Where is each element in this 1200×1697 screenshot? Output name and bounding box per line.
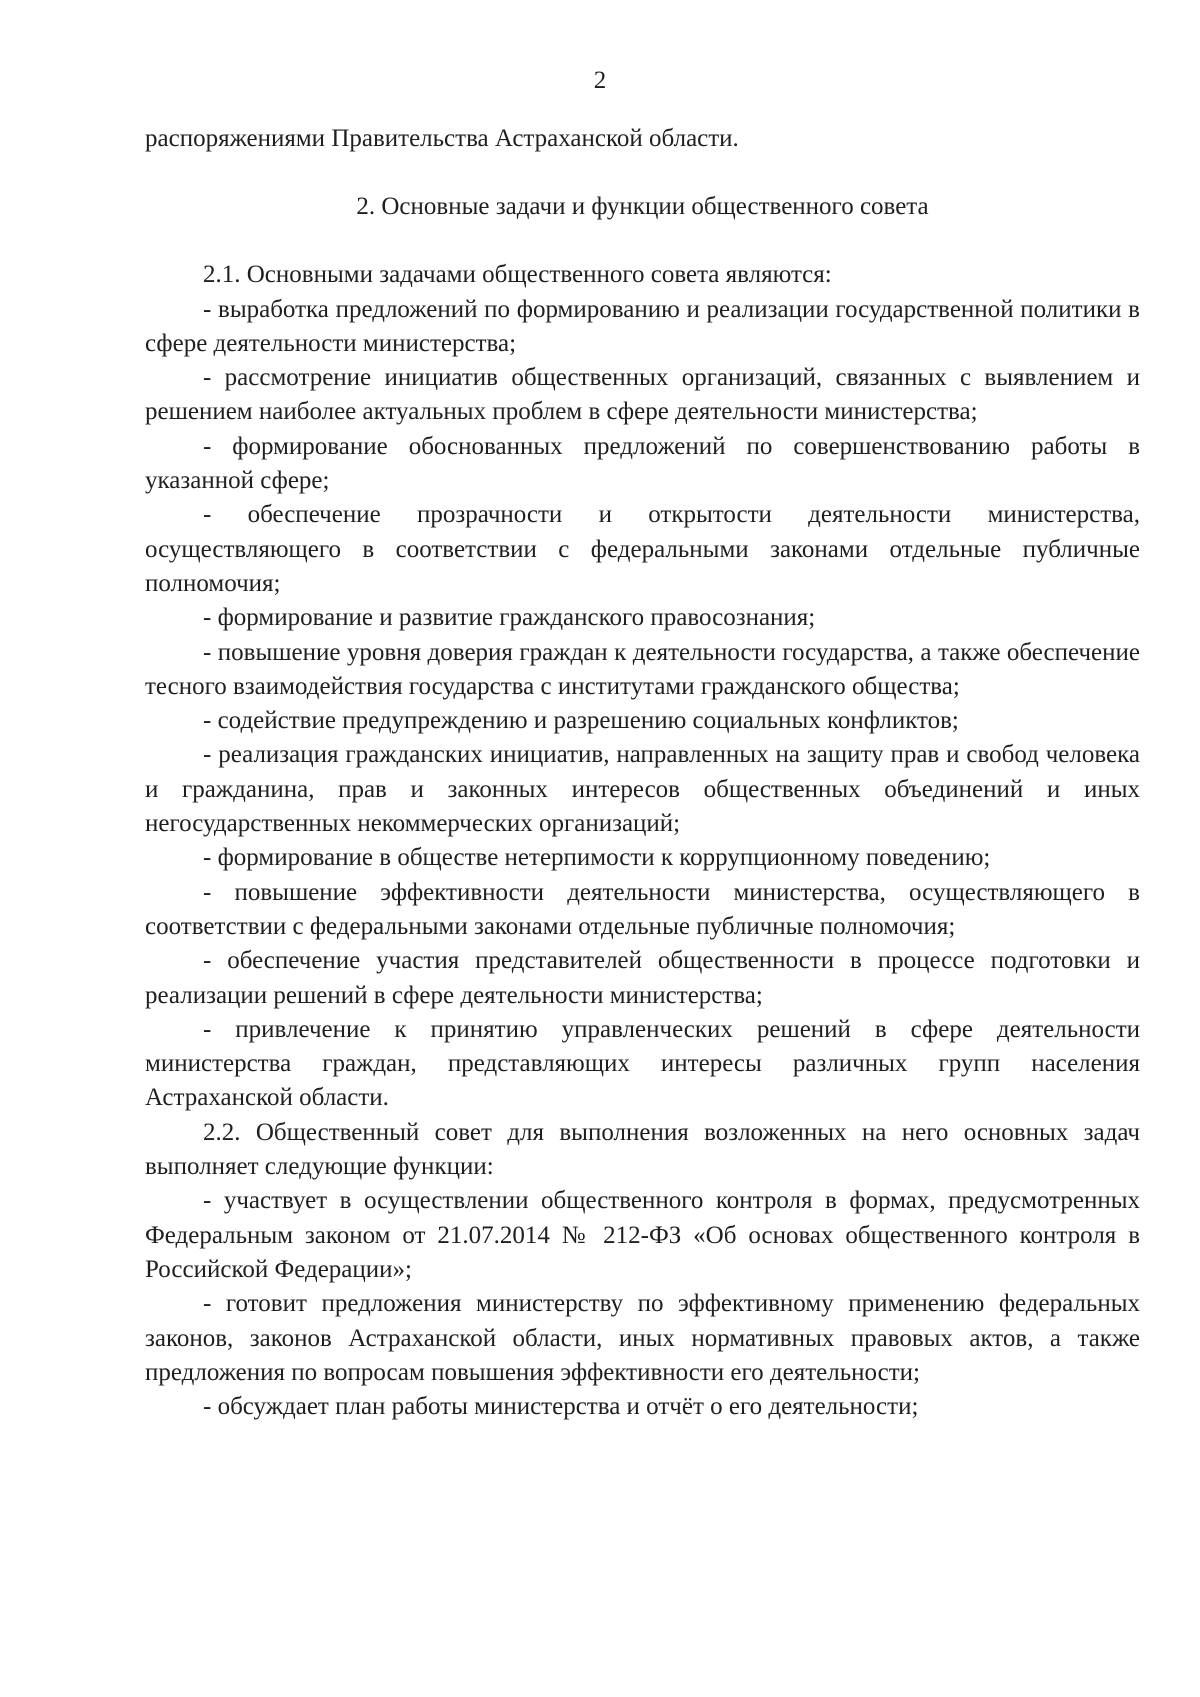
task-item: - привлечение к принятию управленческих решений в сфере деятельности министерства граждан, представляющих интересы различных групп населения Астраханской области. bbox=[145, 1015, 1140, 1112]
clause-2-1-heading: 2.1. Основными задачами общественного совета являются: bbox=[203, 261, 832, 289]
function-item: - участвует в осуществлении общественного контроля в формах, предусмотренных Федеральным законом от 21.07.2014 № 212-ФЗ «Об основах общественного контроля в Российской Федерации»; bbox=[145, 1187, 1140, 1283]
task-item: - формирование и развитие гражданского правосознания; bbox=[203, 604, 816, 632]
task-item: - повышение уровня доверия граждан к деятельности государства, а также обеспечение тесного взаимодействия государства с институтами гражданского общества; bbox=[145, 638, 1140, 700]
task-item: - реализация гражданских инициатив, направленных на защиту прав и свобод человека и гражданина, прав и законных интересов общественных объединений и иных негосударственных некоммерческих организаций; bbox=[145, 741, 1140, 838]
section-heading: 2. Основные задачи и функции общественного совета bbox=[356, 193, 929, 221]
task-item: - повышение эффективности деятельности министерства, осуществляющего в соответствии с федеральными законами отдельные публичные полномочия; bbox=[145, 878, 1140, 940]
page-number: 2 bbox=[593, 67, 607, 94]
task-item: - обеспечение прозрачности и открытости деятельности министерства, осуществляющего в соответствии с федеральными законами отдельные публичные полномочия; bbox=[145, 501, 1140, 597]
intro-line: распоряжениями Правительства Астраханской области. bbox=[145, 125, 739, 152]
function-item: - обсуждает план работы министерства и отчёт о его деятельности; bbox=[203, 1393, 919, 1421]
document-body bbox=[145, 122, 1140, 1424]
task-item: - обеспечение участия представителей общественности в процессе подготовки и реализации решений в сфере деятельности министерства; bbox=[145, 947, 1140, 1009]
task-item: - содействие предупреждению и разрешению социальных конфликтов; bbox=[203, 707, 959, 735]
clause-2-2-heading: 2.2. Общественный совет для выполнения возложенных на него основных задач выполняет следующие функции: bbox=[145, 1118, 1140, 1181]
task-item: - формирование обоснованных предложений по совершенствованию работы в указанной сфере; bbox=[145, 432, 1140, 495]
task-item: - формирование в обществе нетерпимости к коррупционному поведению; bbox=[203, 844, 991, 872]
task-item: - рассмотрение инициатив общественных организаций, связанных с выявлением и решением наиболее актуальных проблем в сфере деятельности министерства; bbox=[145, 364, 1140, 426]
task-item: - выработка предложений по формированию и реализации государственной политики в сфере деятельности министерства; bbox=[145, 295, 1140, 357]
function-item: - готовит предложения министерству по эффективному применению федеральных законов, законов Астраханской области, иных нормативных правовых актов, а также предложения по вопросам повышения эффективности его деятельности; bbox=[145, 1290, 1140, 1386]
